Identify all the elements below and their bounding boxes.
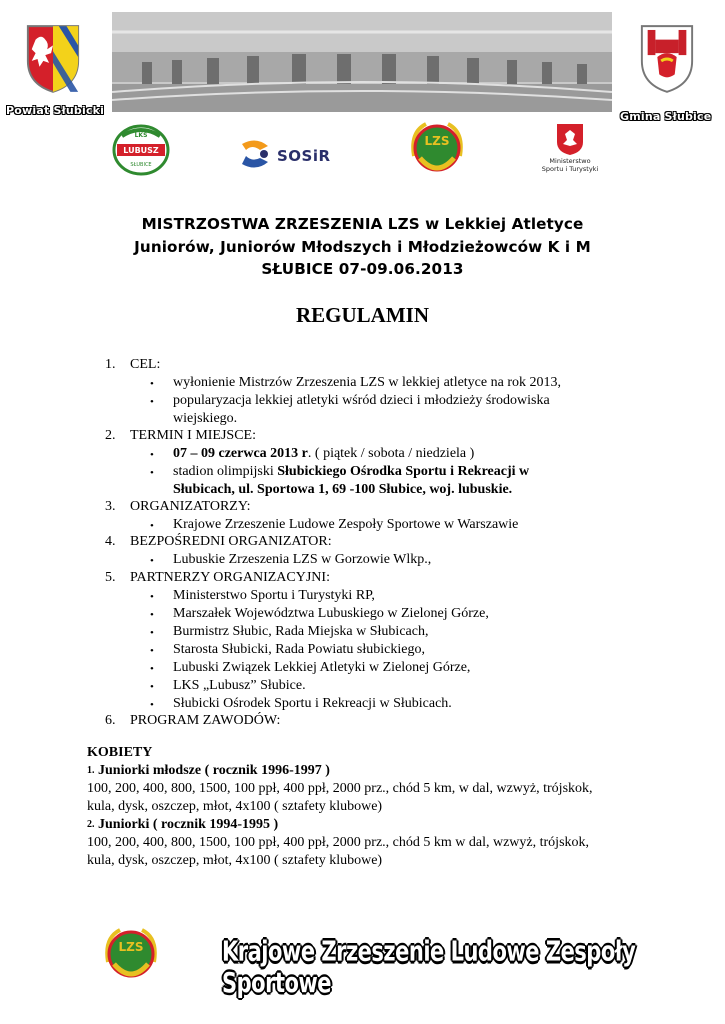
powiat-label: Powiat Słubicki <box>6 104 105 117</box>
list-item: Marszałek Województwa Lubuskiego w Zielonej Górze, <box>173 606 489 621</box>
group1-line2: kula, dysk, oszczep, młot, 4x100 ( sztafety klubowe) <box>87 799 383 814</box>
bullet-icon: • <box>150 467 154 479</box>
section-num: 4. <box>105 534 116 549</box>
lubusz-badge-top: LKS <box>134 132 148 139</box>
termin-place-bold2: Słubicach, ul. Sportowa 1, 69 -100 Słubice, woj. lubuskie. <box>173 482 513 497</box>
title-line2: Juniorów, Juniorów Młodszych i Młodzieżowców K i M <box>134 238 591 256</box>
lubusz-badge-mid: LUBUSZ <box>123 146 159 155</box>
bullet-icon: • <box>150 609 154 621</box>
bullet-icon: • <box>150 681 154 693</box>
footer-lzs-text: LZS <box>118 940 144 954</box>
gmina-crest-logo <box>638 22 696 94</box>
list-item: Burmistrz Słubic, Rada Miejska w Słubicach, <box>173 624 429 639</box>
bullet-icon: • <box>150 591 154 603</box>
bullet-icon: • <box>150 627 154 639</box>
bullet-icon: • <box>150 520 154 532</box>
group2-num: 2. <box>87 819 95 830</box>
lks-lubusz-logo <box>112 124 170 176</box>
program-kobiety <box>87 744 152 762</box>
termin-place-normal: stadion olimpijski <box>173 464 278 479</box>
bullet-icon: • <box>150 555 154 567</box>
page-title: REGULAMIN <box>295 303 429 327</box>
section-cel: CEL: <box>130 357 161 372</box>
group2-line1: 100, 200, 400, 800, 1500, 100 ppł, 400 ppł, 2000 prz., chód 5 km w dal, wzwyż, trójskok, <box>87 835 590 850</box>
kobiety-heading: KOBIETY <box>87 745 153 760</box>
list-item: LKS „Lubusz” Słubice. <box>173 678 306 693</box>
list-item: Ministerstwo Sportu i Turystyki RP, <box>173 588 375 603</box>
termin-date-bold: 07 – 09 czerwca 2013 r <box>173 446 308 461</box>
section-num: 2. <box>105 428 116 443</box>
title-line3: SŁUBICE 07-09.06.2013 <box>261 260 464 278</box>
list-item: popularyzacja lekkiej atletyki wśród dzieci i młodzieży środowiska <box>173 393 550 408</box>
termin-place-line2 <box>173 481 512 498</box>
stadium-banner <box>112 12 612 112</box>
footer-lzs-logo <box>102 924 160 988</box>
termin-place-bold1: Słubickiego Ośrodka Sportu i Rekreacji w <box>277 464 530 479</box>
sosir-logo-icon <box>238 136 274 172</box>
group2-title-text: Juniorki ( rocznik 1994-1995 ) <box>94 817 279 832</box>
section-organizatorzy: ORGANIZATORZY: <box>130 499 251 514</box>
lzs-logo <box>408 118 466 182</box>
title-line1: MISTRZOSTWA ZRZESZENIA LZS w Lekkiej Atletyce <box>141 215 584 233</box>
powiat-crest-logo <box>24 22 82 94</box>
gmina-label: Gmina Słubice <box>620 110 712 123</box>
eagle-emblem-icon <box>555 122 585 156</box>
ministry-line2: Sportu i Turystyki <box>541 165 599 173</box>
list-item: wyłonienie Mistrzów Zrzeszenia LZS w lekkiej atletyce na rok 2013, <box>173 375 561 390</box>
group1-title-text: Juniorki młodsze ( rocznik 1996-1997 ) <box>94 763 330 778</box>
ministry-label <box>537 157 603 173</box>
group1-line1: 100, 200, 400, 800, 1500, 100 ppł, 400 ppł, 2000 prz., chód 5 km, w dal, wzwyż, trójskok, <box>87 781 593 796</box>
list-item: Słubicki Ośrodek Sportu i Rekreacji w Słubicach. <box>173 696 452 711</box>
bullet-icon: • <box>150 663 154 675</box>
list-item: wiejskiego. <box>173 411 238 426</box>
footer-org-name: Krajowe Zrzeszenie Ludowe Zespoły Sportowe <box>222 936 636 999</box>
section-num: 1. <box>105 357 116 372</box>
section-termin: TERMIN I MIEJSCE: <box>130 428 256 443</box>
section-num: 3. <box>105 499 116 514</box>
bullet-icon: • <box>150 699 154 711</box>
bullet-icon: • <box>150 396 154 408</box>
lubusz-badge-bot: SŁUBICE <box>130 162 152 168</box>
group1-num: 1. <box>87 765 95 776</box>
group2-line2: kula, dysk, oszczep, młot, 4x100 ( sztafety klubowe) <box>87 853 383 868</box>
sosir-text: SOSiR <box>277 147 331 165</box>
list-item: Lubuskie Zrzeszenia LZS w Gorzowie Wlkp., <box>173 552 432 567</box>
ministry-line1: Ministerstwo <box>549 157 591 165</box>
group1-title <box>87 762 330 780</box>
section-partnerzy: PARTNERZY ORGANIZACYJNI: <box>130 570 330 585</box>
section-num: 6. <box>105 713 116 728</box>
bullet-icon: • <box>150 378 154 390</box>
list-item: Starosta Słubicki, Rada Powiatu słubickiego, <box>173 642 425 657</box>
list-item: Lubuski Związek Lekkiej Atletyki w Zielonej Górze, <box>173 660 471 675</box>
lzs-logo-text: LZS <box>424 134 450 148</box>
section-program: PROGRAM ZAWODÓW: <box>130 713 281 728</box>
termin-date-rest: . ( piątek / sobota / niedziela ) <box>307 446 475 461</box>
section-num: 5. <box>105 570 116 585</box>
list-item: Krajowe Zrzeszenie Ludowe Zespoły Sportowe w Warszawie <box>173 517 519 532</box>
termin-place <box>173 463 529 480</box>
termin-date <box>173 445 474 462</box>
group2-title <box>87 816 278 834</box>
section-bezposredni: BEZPOŚREDNI ORGANIZATOR: <box>130 534 332 549</box>
bullet-icon: • <box>150 645 154 657</box>
bullet-icon: • <box>150 449 154 461</box>
